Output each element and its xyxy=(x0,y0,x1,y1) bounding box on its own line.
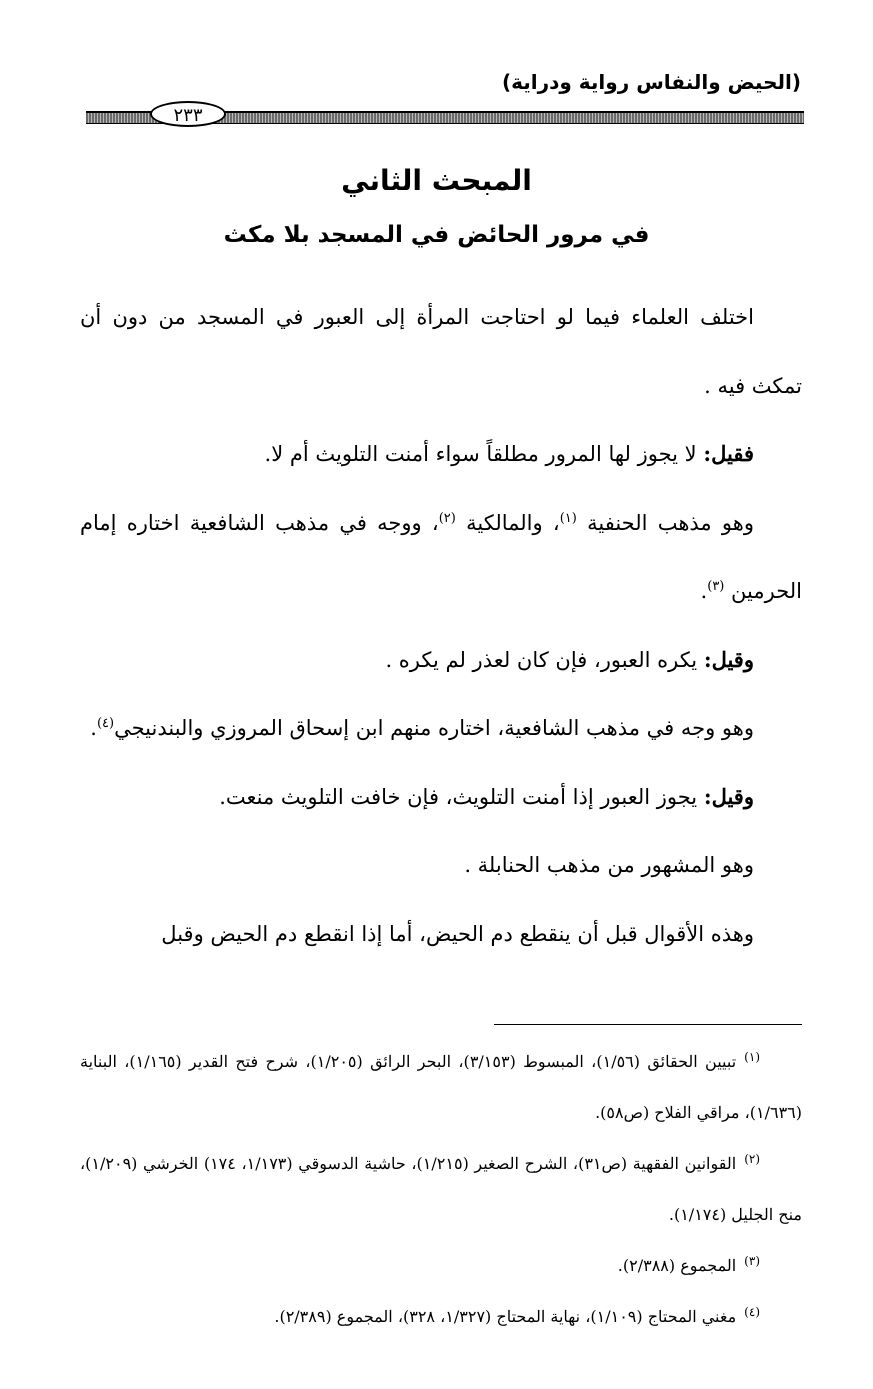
attribution-1c: ، ووجه في مذهب الشافعية اختاره إمام الحرمين xyxy=(80,510,802,603)
paragraph-opinion-2 xyxy=(80,626,802,695)
footnote-ref-4[interactable]: (٤) xyxy=(96,716,115,731)
footnote-2 xyxy=(80,1138,802,1240)
paragraph-opinion-3 xyxy=(80,763,802,832)
paragraph-intro: اختلف العلماء فيما لو احتاجت المرأة إلى العبور في المسجد من دون أن تمكث فيه . xyxy=(80,305,802,398)
footnote-4 xyxy=(80,1291,802,1342)
footnote-3-mark: (٣) xyxy=(744,1253,760,1268)
opinion-2-term: وقيل: xyxy=(703,646,754,672)
footnote-separator xyxy=(494,1024,802,1025)
running-header-title: (الحيض والنفاس رواية ودراية) xyxy=(501,70,801,94)
section-subtitle: في مرور الحائض في المسجد بلا مكث xyxy=(223,222,650,248)
footnote-3 xyxy=(80,1240,802,1291)
footnote-ref-1[interactable]: (١) xyxy=(559,510,577,526)
opinion-3-term: وقيل: xyxy=(703,783,754,809)
main-text xyxy=(80,283,802,968)
paragraph-opinion-2-attribution xyxy=(80,694,802,763)
paragraph-opinion-3-attribution: وهو المشهور من مذهب الحنابلة . xyxy=(464,853,754,877)
page-number: ٢٣٣ xyxy=(150,101,226,127)
paragraph-opinion-1-attribution xyxy=(80,489,802,626)
footnote-ref-2[interactable]: (٢) xyxy=(438,510,456,526)
footnote-2-mark: (٢) xyxy=(744,1151,761,1166)
paragraph-closing: وهذه الأقوال قبل أن ينقطع دم الحيض، أما إذا انقطع دم الحيض وقبل xyxy=(161,921,754,946)
paragraph-opinion-1 xyxy=(80,420,802,489)
section-title: المبحث الثاني xyxy=(341,164,532,197)
opinion-3-text: يجوز العبور إذا أمنت التلويث، فإن خافت التلويث منعت. xyxy=(219,784,704,809)
attribution-2-end: . xyxy=(90,716,97,740)
attribution-1-end: . xyxy=(700,579,708,603)
opinion-2-text: يكره العبور، فإن كان لعذر لم يكره . xyxy=(385,647,704,672)
footnotes xyxy=(80,1036,802,1342)
footnote-ref-3[interactable]: (٣) xyxy=(707,579,725,594)
footnote-1-mark: (١) xyxy=(744,1049,760,1064)
footnote-3-text: المجموع (٢/٣٨٨). xyxy=(617,1256,737,1275)
footnote-4-text: مغني المحتاج (١/١٠٩)، نهاية المحتاج (١/٣٢٧، ٣٢٨)، المجموع (٢/٣٨٩). xyxy=(274,1307,737,1326)
opinion-1-term: فقيل: xyxy=(703,441,754,466)
opinion-1-text: لا يجوز لها المرور مطلقاً سواء أمنت التلويث أم لا. xyxy=(264,442,704,466)
footnote-4-mark: (٤) xyxy=(744,1304,760,1319)
attribution-1a: وهو مذهب الحنفية xyxy=(576,510,755,535)
footnote-2-text: القوانين الفقهية (ص٣١)، الشرح الصغير (١/٢١٥)، حاشية الدسوقي (١/١٧٣، ١٧٤) الخرشي (١/٢٠٩)، منح الجليل (١/١٧٤). xyxy=(80,1154,802,1224)
footnote-1 xyxy=(80,1036,802,1138)
attribution-1b: ، والمالكية xyxy=(455,510,560,535)
footnote-1-text: تبيين الحقائق (١/٥٦)، المبسوط (٣/١٥٣)، البحر الرائق (١/٢٠٥)، شرح فتح القدير (١/١٦٥)، البناية (١/٦٣٦)، مراقي الفلاح (ص٥٨). xyxy=(80,1052,802,1122)
attribution-2: وهو وجه في مذهب الشافعية، اختاره منهم ابن إسحاق المروزي والبندنيجي xyxy=(114,716,754,740)
